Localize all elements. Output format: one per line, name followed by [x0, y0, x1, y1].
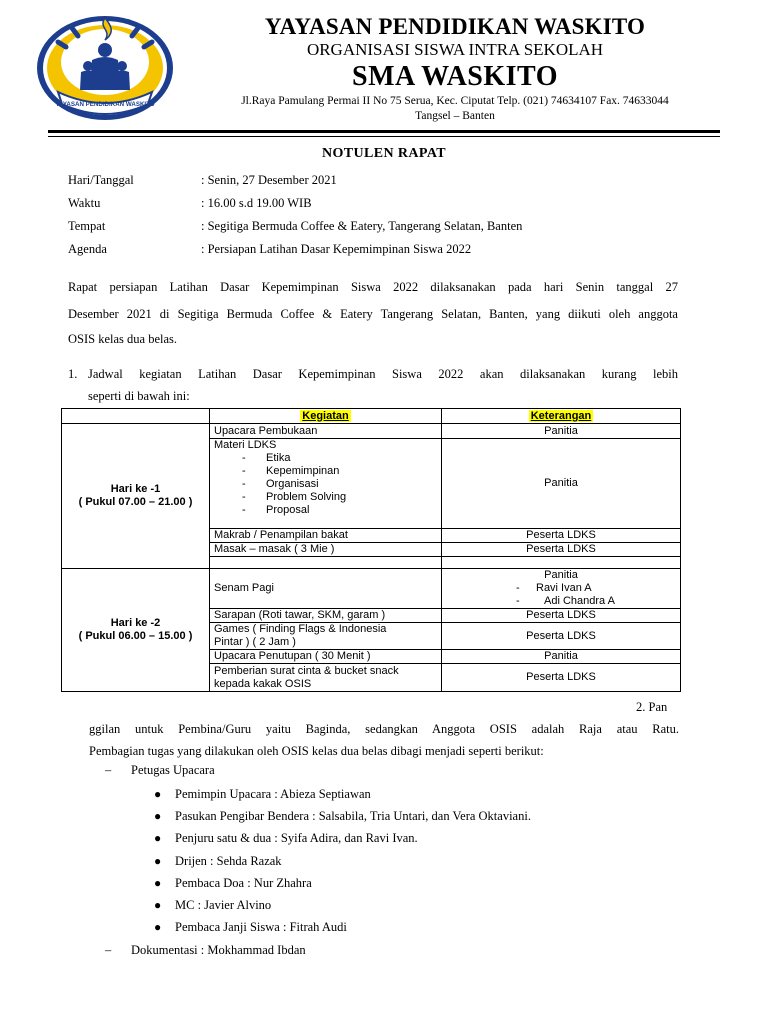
empty-cell	[210, 557, 442, 569]
sub-topic: Problem Solving	[266, 491, 347, 503]
day-1-cell	[62, 424, 210, 569]
agenda-item-2	[89, 718, 679, 762]
dash-marker: –	[105, 763, 112, 777]
sub-topic: Etika	[266, 452, 291, 464]
sub-topic: Kepemimpinan	[266, 465, 340, 477]
officer-entry: Drijen : Sehda Razak	[175, 854, 282, 868]
officer-entry: MC : Javier Alvino	[175, 898, 272, 912]
day-1-label: Hari ke -1	[110, 483, 161, 495]
note-cell: Peserta LDKS	[442, 623, 681, 650]
activity-cell	[210, 664, 442, 692]
note-cell: Peserta LDKS	[442, 609, 681, 623]
meta-label: Waktu	[68, 196, 101, 210]
day-2-label: Hari ke -2	[110, 617, 161, 629]
note-cell: Peserta LDKS	[442, 529, 681, 543]
letterhead-divider-thin	[48, 136, 720, 137]
activity-cell	[210, 439, 442, 529]
note-cell	[442, 569, 681, 609]
letterhead-divider-thick	[48, 130, 720, 133]
item-2-number: 2. Pan	[636, 700, 668, 714]
activity-cell: Makrab / Penampilan bakat	[210, 529, 442, 543]
meta-value: : Senin, 27 Desember 2021	[201, 173, 337, 187]
activity-line: Pintar ) ( 2 Jam )	[214, 636, 296, 648]
intro-line-1: Rapat persiapan Latihan Dasar Kepemimpinan Siswa 2022 dilaksanakan pada hari Senin tanggal 27	[68, 280, 678, 294]
item-2-line-2: Pembagian tugas yang dilakukan oleh OSIS kelas dua belas dibagi menjadi seperti berikut:	[89, 744, 544, 758]
item-2-line-1: ggilan untuk Pembina/Guru yaitu Baginda, sedangkan Anggota OSIS adalah Raja atau Ratu.	[89, 722, 679, 736]
foundation-name: YAYASAN PENDIDIKAN WASKITO	[264, 14, 646, 39]
meta-row-time	[68, 196, 681, 219]
list-item: - Organisasi	[242, 478, 319, 490]
activity-cell: Senam Pagi	[210, 569, 442, 609]
note-cell: Panitia	[442, 424, 681, 439]
address-line-1: Jl.Raya Pamulang Permai II No 75 Serua, Kec. Ciputat Telp. (021) 74634107 Fax. 74633044	[241, 95, 669, 107]
officer-entry: Pembaca Doa : Nur Zhahra	[175, 876, 312, 890]
officer-entry: Pembaca Janji Siswa : Fitrah Audi	[175, 920, 347, 934]
meta-value: : 16.00 s.d 19.00 WIB	[201, 196, 312, 210]
meta-row-agenda	[68, 242, 681, 265]
list-item: - Kepemimpinan	[242, 465, 340, 477]
bullet-marker: ●	[154, 876, 162, 890]
committee-member: Adi Chandra A	[544, 595, 615, 607]
meta-label: Tempat	[68, 219, 106, 233]
meeting-details	[68, 173, 681, 265]
meta-row-date	[68, 173, 681, 196]
header-note	[442, 409, 681, 424]
activity-line: Games ( Finding Flags & Indonesia	[214, 623, 387, 635]
letterhead	[180, 14, 730, 124]
meta-label: Hari/Tanggal	[68, 173, 134, 187]
list-item: - Ravi Ivan A	[516, 582, 592, 594]
activity-cell: Upacara Pembukaan	[210, 424, 442, 439]
officer-entry: Pemimpin Upacara : Abieza Septiawan	[175, 787, 371, 801]
note-cell: Peserta LDKS	[442, 543, 681, 557]
day-2-cell	[62, 569, 210, 692]
bullet-marker: ●	[154, 809, 162, 823]
group-label: Petugas Upacara	[131, 763, 215, 777]
activity-line: kepada kakak OSIS	[214, 677, 312, 690]
activity-cell: Sarapan (Roti tawar, SKM, garam )	[210, 609, 442, 623]
address-line-2: Tangsel – Banten	[415, 110, 495, 122]
activity-title: Materi LDKS	[214, 439, 277, 451]
day-2-time: ( Pukul 06.00 – 15.00 )	[78, 630, 193, 642]
item-number: 1.	[68, 367, 78, 381]
intro-line-2: Desember 2021 di Segitiga Bermuda Coffee & Eatery Tangerang Selatan, Banten, yang diikuti oleh anggota	[68, 307, 678, 321]
intro-line-3: OSIS kelas dua belas.	[68, 332, 178, 346]
school-name: SMA WASKITO	[352, 61, 558, 92]
list-item: - Adi Chandra A	[516, 595, 615, 607]
note-cell: Panitia	[442, 650, 681, 664]
header-activity-text: Kegiatan	[302, 409, 349, 422]
dash-marker: –	[105, 943, 112, 957]
documentation-entry: Dokumentasi : Mokhammad Ibdan	[131, 943, 306, 957]
table-row	[62, 569, 681, 609]
school-logo	[34, 10, 176, 122]
schedule-table	[61, 408, 681, 692]
sub-topic: Organisasi	[266, 478, 319, 490]
list-item: - Etika	[242, 452, 291, 464]
organization-name: ORGANISASI SISWA INTRA SEKOLAH	[306, 40, 604, 59]
activity-cell: Upacara Penutupan ( 30 Menit )	[210, 650, 442, 664]
note-cell: Peserta LDKS	[442, 664, 681, 692]
header-note-text: Keterangan	[530, 409, 592, 422]
bullet-marker: ●	[154, 787, 162, 801]
bullet-marker: ●	[154, 854, 162, 868]
table-header-row	[62, 409, 681, 424]
bullet-marker: ●	[154, 898, 162, 912]
meta-value: : Segitiga Bermuda Coffee & Eatery, Tangerang Selatan, Banten	[201, 219, 523, 233]
header-activity	[210, 409, 442, 424]
officer-entry: Pasukan Pengibar Bendera : Salsabila, Tria Untari, dan Vera Oktaviani.	[175, 809, 531, 823]
document-title: NOTULEN RAPAT	[321, 146, 447, 161]
activity-line: Pemberian surat cinta & bucket snack	[214, 664, 399, 677]
bullet-marker: ●	[154, 920, 162, 934]
list-item: - Problem Solving	[242, 491, 347, 503]
list-item: - Proposal	[242, 504, 310, 516]
bullet-marker: ●	[154, 831, 162, 845]
item-text-line-2: seperti di bawah ini:	[88, 389, 190, 403]
day-1-time: ( Pukul 07.00 – 21.00 )	[78, 496, 193, 508]
sub-topic-list	[214, 452, 437, 517]
meta-row-place	[68, 219, 681, 242]
item-text-line-1: Jadwal kegiatan Latihan Dasar Kepemimpinan Siswa 2022 akan dilaksanakan kurang lebih	[88, 367, 678, 381]
activity-cell: Masak – masak ( 3 Mie )	[210, 543, 442, 557]
officer-entry: Penjuru satu & dua : Syifa Adira, dan Ravi Ivan.	[175, 831, 418, 845]
committee-member: Ravi Ivan A	[536, 582, 592, 594]
sub-topic: Proposal	[266, 504, 310, 516]
logo-text: YAYASAN PENDIDIKAN WASKITO	[55, 101, 155, 108]
meta-label: Agenda	[68, 242, 107, 256]
note-title: Panitia	[544, 569, 578, 581]
note-cell: Panitia	[442, 439, 681, 529]
empty-cell	[442, 557, 681, 569]
meta-value: : Persiapan Latihan Dasar Kepemimpinan Siswa 2022	[201, 242, 472, 256]
table-header-blank	[62, 409, 210, 424]
activity-cell	[210, 623, 442, 650]
table-row	[62, 424, 681, 439]
